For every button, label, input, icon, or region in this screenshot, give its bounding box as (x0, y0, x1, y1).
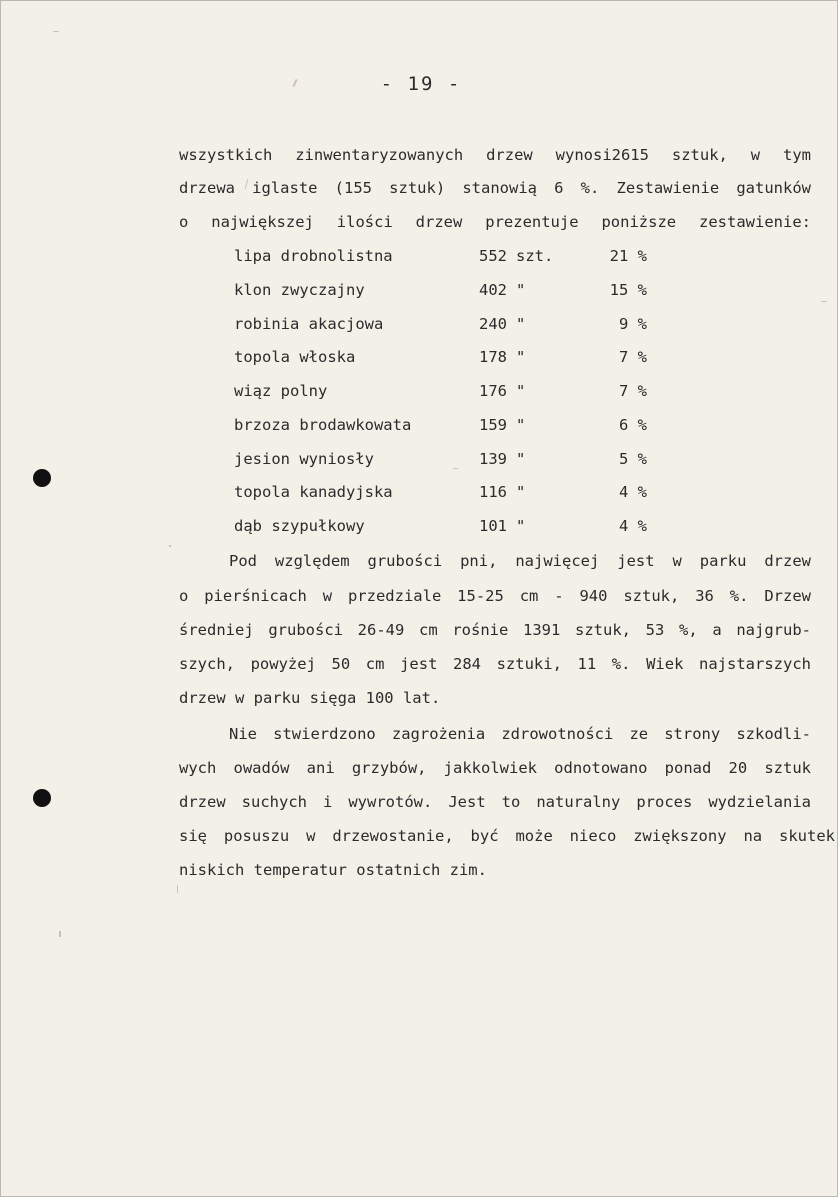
species-name: lipa drobnolistna (234, 247, 393, 265)
species-percent: 6 % (619, 416, 647, 434)
species-name: wiąz polny (234, 382, 328, 400)
table-row (1, 483, 838, 505)
paper-speck (177, 885, 178, 893)
species-count: 159 (479, 416, 507, 434)
paragraph1-line: o największej ilości drzew prezentuje poniższe zestawienie: (179, 213, 811, 231)
species-percent: 4 % (619, 483, 647, 501)
species-name: klon zwyczajny (234, 281, 365, 299)
punch-hole-bottom (33, 789, 51, 807)
table-row (1, 247, 838, 269)
table-row (1, 281, 838, 303)
table-row (1, 315, 838, 337)
species-percent: 21 % (609, 247, 647, 265)
paragraph3-line: wych owadów ani grzybów, jakkolwiek odnotowano ponad 20 sztuk (179, 759, 811, 777)
species-count: 101 (479, 517, 507, 535)
paragraph3-line: niskich temperatur ostatnich zim. (179, 861, 487, 879)
paragraph1-line: wszystkich zinwentaryzowanych drzew wynosi2615 sztuk, w tym (179, 146, 811, 164)
species-unit: " (516, 348, 526, 366)
paper-speck (59, 931, 61, 937)
species-count: 176 (479, 382, 507, 400)
paper-speck (169, 545, 171, 547)
table-row (1, 416, 838, 438)
paragraph2-line: szych, powyżej 50 cm jest 284 sztuki, 11 %. Wiek najstarszych (179, 655, 811, 673)
paragraph1-line: drzewa iglaste (155 sztuk) stanowią 6 %. Zestawienie gatunków (179, 179, 811, 197)
paragraph3-line: drzew suchych i wywrotów. Jest to naturalny proces wydzielania (179, 793, 811, 811)
species-count: 178 (479, 348, 507, 366)
species-unit: " (516, 281, 526, 299)
species-percent: 7 % (619, 348, 647, 366)
paragraph2-line: średniej grubości 26-49 cm rośnie 1391 sztuk, 53 %, a najgrub- (179, 621, 811, 639)
paper-speck (53, 31, 59, 32)
paragraph2-line: Pod względem grubości pni, najwięcej jest w parku drzew (229, 552, 811, 570)
species-unit: " (516, 483, 526, 501)
species-name: dąb szypułkowy (234, 517, 365, 535)
species-unit: " (516, 315, 526, 333)
species-unit: szt. (516, 247, 554, 265)
table-row (1, 348, 838, 370)
species-unit: " (516, 450, 526, 468)
species-count: 116 (479, 483, 507, 501)
species-percent: 4 % (619, 517, 647, 535)
species-percent: 9 % (619, 315, 647, 333)
species-count: 240 (479, 315, 507, 333)
species-name: brzoza brodawkowata (234, 416, 412, 434)
table-row (1, 517, 838, 539)
paragraph3-line: się posuszu w drzewostanie, być może nieco zwiększony na skutek (179, 827, 835, 845)
species-name: robinia akacjowa (234, 315, 384, 333)
species-unit: " (516, 517, 526, 535)
paragraph3-line: Nie stwierdzono zagrożenia zdrowotności ze strony szkodli- (229, 725, 811, 743)
species-count: 139 (479, 450, 507, 468)
paragraph2-line: o pierśnicach w przedziale 15-25 cm - 940 sztuk, 36 %. Drzew (179, 587, 811, 605)
species-count: 402 (479, 281, 507, 299)
page-number: - 19 - (380, 73, 462, 95)
species-count: 552 (479, 247, 507, 265)
table-row (1, 450, 838, 472)
species-name: topola włoska (234, 348, 356, 366)
species-name: jesion wyniosły (234, 450, 374, 468)
species-percent: 7 % (619, 382, 647, 400)
species-percent: 5 % (619, 450, 647, 468)
species-unit: " (516, 382, 526, 400)
species-unit: " (516, 416, 526, 434)
species-name: topola kanadyjska (234, 483, 393, 501)
species-percent: 15 % (609, 281, 647, 299)
table-row (1, 382, 838, 404)
paragraph2-line: drzew w parku sięga 100 lat. (179, 689, 441, 707)
